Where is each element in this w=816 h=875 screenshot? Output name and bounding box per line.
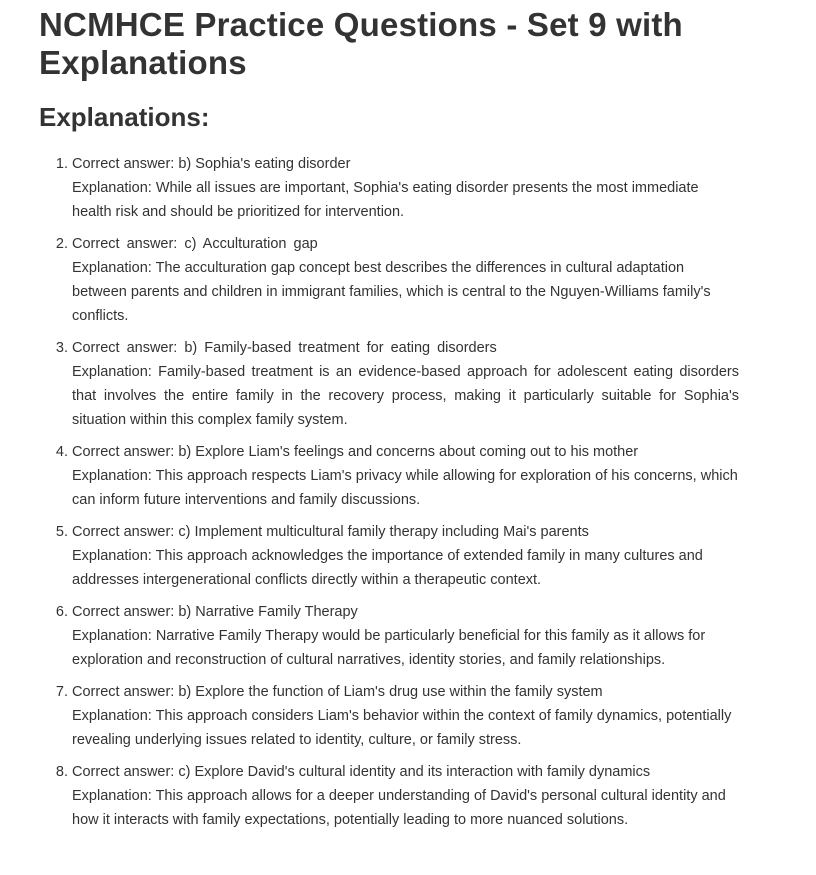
correct-answer: 5. Correct answer: c) Implement multicultural family therapy including Mai's parents	[72, 524, 589, 540]
explanations-list	[39, 152, 739, 832]
correct-answer: 1. Correct answer: b) Sophia's eating disorder	[72, 156, 351, 172]
correct-answer: 3. Correct answer: b) Family-based treatment for eating disorders	[72, 340, 497, 356]
correct-answer: 4. Correct answer: b) Explore Liam's feelings and concerns about coming out to his mother	[72, 444, 639, 460]
list-item	[72, 600, 739, 672]
list-item	[72, 680, 739, 752]
page-title: NCMHCE Practice Questions - Set 9 with Explanations	[39, 6, 683, 81]
explanation-text: Explanation: The acculturation gap concept best describes the differences in cultural adaptation between parents and children in immigrant families, which is central to the Nguyen-Williams family's conflicts.	[72, 260, 711, 324]
list-item	[72, 152, 739, 224]
correct-answer: 2. Correct answer: c) Acculturation gap	[72, 236, 318, 252]
list-item	[72, 520, 739, 592]
explanation-text: Explanation: While all issues are important, Sophia's eating disorder presents the most immediate health risk and should be prioritized for intervention.	[72, 180, 699, 220]
list-item	[72, 232, 739, 328]
explanation-text: Explanation: This approach considers Liam's behavior within the context of family dynamics, potentially revealing underlying issues related to identity, culture, or family stress.	[72, 708, 732, 748]
section-heading: Explanations:	[39, 102, 210, 132]
list-item	[72, 440, 739, 512]
list-item	[72, 336, 739, 432]
explanation-text: Explanation: Family-based treatment is an evidence-based approach for adolescent eating disorders that involves the entire family in the recovery process, making it particularly suitable for Sophia's situation within this complex family system.	[72, 364, 739, 428]
explanation-text: Explanation: This approach allows for a deeper understanding of David's personal cultural identity and how it interacts with family expectations, potentially leading to more nuanced solutions.	[72, 788, 726, 828]
correct-answer: 8. Correct answer: c) Explore David's cultural identity and its interaction with family dynamics	[72, 764, 651, 780]
explanation-text: Explanation: This approach respects Liam's privacy while allowing for exploration of his concerns, which can inform future interventions and family discussions.	[72, 468, 738, 508]
explanation-text: Explanation: Narrative Family Therapy would be particularly beneficial for this family as it allows for exploration and reconstruction of cultural narratives, identity stories, and family relationships.	[72, 628, 706, 668]
correct-answer: 7. Correct answer: b) Explore the function of Liam's drug use within the family system	[72, 684, 603, 700]
correct-answer: 6. Correct answer: b) Narrative Family Therapy	[72, 604, 358, 620]
explanation-text: Explanation: This approach acknowledges the importance of extended family in many cultures and addresses intergenerational conflicts directly within a therapeutic context.	[72, 548, 703, 588]
list-item	[72, 760, 739, 832]
